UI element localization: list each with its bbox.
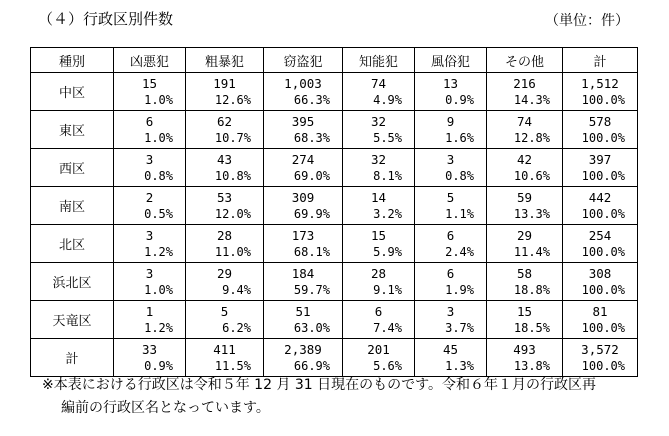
percent-value: 9.4%	[222, 282, 251, 297]
count-value: 43	[216, 151, 233, 167]
unit-label: （単位：件）	[545, 13, 629, 29]
count-value: 254	[588, 227, 612, 243]
percent-value: 2.4%	[445, 244, 474, 259]
table-row	[31, 187, 638, 225]
percent-value: 5.5%	[373, 130, 402, 145]
count-value: 216	[513, 75, 536, 91]
percent-value: 1.2%	[144, 244, 173, 259]
data-cell	[264, 263, 343, 301]
data-cell	[264, 339, 343, 377]
count-value: 395	[291, 113, 315, 129]
percent-value: 12.8%	[513, 130, 550, 145]
count-value: 5	[446, 189, 455, 205]
percent-value: 1.0%	[144, 282, 173, 297]
percent-value: 10.6%	[513, 168, 550, 183]
count-value: 28	[370, 265, 387, 281]
count-value: 58	[516, 265, 533, 281]
column-header: 凶悪犯	[114, 48, 186, 73]
data-cell	[186, 73, 264, 111]
data-cell	[563, 263, 638, 301]
percent-value: 100.0%	[581, 244, 625, 259]
column-header: 粗暴犯	[186, 48, 264, 73]
data-cell	[186, 301, 264, 339]
count-value: 274	[291, 151, 315, 167]
count-value: 6	[374, 303, 383, 319]
row-label: 中区	[31, 73, 114, 111]
count-value: 411	[213, 341, 236, 357]
percent-value: 1.2%	[144, 320, 173, 335]
data-cell	[343, 339, 415, 377]
percent-value: 12.6%	[214, 92, 251, 107]
data-cell	[343, 263, 415, 301]
row-label: 西区	[31, 149, 114, 187]
data-cell	[563, 73, 638, 111]
percent-value: 69.0%	[293, 168, 330, 183]
count-value: 309	[291, 189, 315, 205]
row-label: 天竜区	[31, 301, 114, 339]
count-value: 3	[145, 227, 154, 243]
count-value: 493	[513, 341, 536, 357]
data-cell	[343, 149, 415, 187]
percent-value: 7.4%	[373, 320, 402, 335]
data-cell	[487, 263, 563, 301]
data-cell	[343, 187, 415, 225]
data-cell	[264, 149, 343, 187]
percent-value: 100.0%	[581, 130, 625, 145]
percent-value: 1.6%	[445, 130, 474, 145]
percent-value: 3.7%	[445, 320, 474, 335]
percent-value: 100.0%	[581, 168, 625, 183]
count-value: 1,512	[581, 75, 619, 91]
data-cell	[114, 263, 186, 301]
percent-value: 100.0%	[581, 206, 625, 221]
percent-value: 1.3%	[445, 358, 474, 373]
data-cell	[563, 187, 638, 225]
count-value: 62	[216, 113, 233, 129]
data-cell	[186, 339, 264, 377]
footnote	[42, 374, 652, 420]
count-value: 6	[446, 265, 455, 281]
percent-value: 3.2%	[373, 206, 402, 221]
percent-value: 1.9%	[445, 282, 474, 297]
percent-value: 68.3%	[293, 130, 330, 145]
data-cell	[114, 111, 186, 149]
percent-value: 1.1%	[445, 206, 474, 221]
count-value: 3,572	[581, 341, 619, 357]
percent-value: 0.5%	[144, 206, 173, 221]
count-value: 59	[516, 189, 533, 205]
percent-value: 66.9%	[293, 358, 330, 373]
table-row	[31, 111, 638, 149]
percent-value: 100.0%	[581, 92, 625, 107]
data-cell	[415, 263, 487, 301]
percent-value: 5.9%	[373, 244, 402, 259]
count-value: 15	[516, 303, 533, 319]
count-value: 51	[295, 303, 311, 319]
count-value: 33	[141, 341, 158, 357]
count-value: 397	[588, 151, 612, 167]
data-cell	[264, 301, 343, 339]
table-row	[31, 301, 638, 339]
data-cell	[343, 225, 415, 263]
data-cell	[343, 301, 415, 339]
count-value: 42	[516, 151, 533, 167]
data-cell	[415, 301, 487, 339]
data-cell	[186, 187, 264, 225]
data-cell	[114, 149, 186, 187]
count-value: 29	[516, 227, 533, 243]
count-value: 6	[446, 227, 455, 243]
percent-value: 9.1%	[373, 282, 402, 297]
row-label: 東区	[31, 111, 114, 149]
percent-value: 18.5%	[513, 320, 550, 335]
data-cell	[563, 339, 638, 377]
data-cell	[487, 111, 563, 149]
column-header: 種別	[31, 48, 114, 73]
table-body	[31, 73, 638, 377]
data-cell	[487, 73, 563, 111]
percent-value: 0.8%	[144, 168, 173, 183]
percent-value: 100.0%	[581, 282, 625, 297]
row-label: 計	[31, 339, 114, 377]
percent-value: 0.9%	[144, 358, 173, 373]
data-cell	[563, 301, 638, 339]
data-cell	[264, 111, 343, 149]
count-value: 45	[442, 341, 459, 357]
percent-value: 4.9%	[373, 92, 402, 107]
count-value: 9	[446, 113, 455, 129]
data-cell	[415, 339, 487, 377]
data-cell	[487, 149, 563, 187]
count-value: 2	[145, 189, 154, 205]
count-value: 1,003	[284, 75, 322, 91]
table-row	[31, 149, 638, 187]
count-value: 578	[588, 113, 612, 129]
count-value: 53	[216, 189, 233, 205]
data-cell	[415, 149, 487, 187]
count-value: 3	[446, 303, 455, 319]
data-cell	[487, 187, 563, 225]
count-value: 201	[367, 341, 390, 357]
percent-value: 6.2%	[222, 320, 251, 335]
percent-value: 13.8%	[513, 358, 550, 373]
data-cell	[343, 111, 415, 149]
row-label: 北区	[31, 225, 114, 263]
count-value: 74	[516, 113, 533, 129]
count-value: 5	[220, 303, 229, 319]
count-value: 81	[592, 303, 608, 319]
percent-value: 10.7%	[214, 130, 251, 145]
data-cell	[264, 187, 343, 225]
table-row	[31, 263, 638, 301]
count-value: 32	[370, 113, 387, 129]
percent-value: 0.9%	[445, 92, 474, 107]
column-header: 風俗犯	[415, 48, 487, 73]
count-value: 14	[370, 189, 387, 205]
percent-value: 10.8%	[214, 168, 251, 183]
count-value: 6	[145, 113, 154, 129]
ward-crime-table	[30, 47, 638, 377]
column-header: 窃盗犯	[264, 48, 343, 73]
data-cell	[264, 73, 343, 111]
data-cell	[343, 73, 415, 111]
data-cell	[563, 149, 638, 187]
count-value: 3	[145, 265, 154, 281]
data-cell	[415, 111, 487, 149]
percent-value: 100.0%	[581, 320, 625, 335]
percent-value: 11.4%	[513, 244, 550, 259]
percent-value: 100.0%	[581, 358, 625, 373]
percent-value: 11.0%	[214, 244, 251, 259]
count-value: 28	[216, 227, 233, 243]
data-cell	[114, 301, 186, 339]
data-cell	[114, 187, 186, 225]
percent-value: 63.0%	[293, 320, 330, 335]
count-value: 74	[370, 75, 387, 91]
footnote-line-2: 編前の行政区名となっています。	[61, 400, 270, 416]
table-header-row	[31, 48, 638, 73]
count-value: 184	[291, 265, 315, 281]
percent-value: 11.5%	[214, 358, 251, 373]
count-value: 15	[141, 75, 158, 91]
data-cell	[186, 111, 264, 149]
column-header: 知能犯	[343, 48, 415, 73]
count-value: 173	[291, 227, 315, 243]
column-header: その他	[487, 48, 563, 73]
row-label: 南区	[31, 187, 114, 225]
percent-value: 68.1%	[293, 244, 330, 259]
data-cell	[415, 225, 487, 263]
percent-value: 0.8%	[445, 168, 474, 183]
count-value: 13	[442, 75, 459, 91]
data-cell	[114, 339, 186, 377]
data-cell	[114, 225, 186, 263]
percent-value: 12.0%	[214, 206, 251, 221]
data-cell	[186, 263, 264, 301]
count-value: 3	[145, 151, 154, 167]
percent-value: 69.9%	[293, 206, 330, 221]
percent-value: 13.3%	[513, 206, 550, 221]
count-value: 15	[370, 227, 387, 243]
count-value: 191	[213, 75, 236, 91]
data-cell	[186, 225, 264, 263]
count-value: 29	[216, 265, 233, 281]
count-value: 442	[588, 189, 612, 205]
data-cell	[487, 301, 563, 339]
percent-value: 18.8%	[513, 282, 550, 297]
data-cell	[186, 149, 264, 187]
data-cell	[114, 73, 186, 111]
data-cell	[415, 73, 487, 111]
table-row	[31, 339, 638, 377]
table-row	[31, 73, 638, 111]
row-label: 浜北区	[31, 263, 114, 301]
table-row	[31, 225, 638, 263]
percent-value: 59.7%	[293, 282, 330, 297]
footnote-line-1: ※本表における行政区は令和５年 12 月 31 日現在のものです。令和６年１月の行政区再	[42, 377, 597, 393]
percent-value: 1.0%	[144, 130, 173, 145]
data-cell	[563, 225, 638, 263]
percent-value: 5.6%	[373, 358, 402, 373]
data-cell	[487, 225, 563, 263]
data-cell	[563, 111, 638, 149]
count-value: 1	[145, 303, 154, 319]
count-value: 308	[588, 265, 612, 281]
percent-value: 66.3%	[293, 92, 330, 107]
percent-value: 14.3%	[513, 92, 550, 107]
data-cell	[415, 187, 487, 225]
percent-value: 8.1%	[373, 168, 402, 183]
count-value: 3	[446, 151, 455, 167]
count-value: 2,389	[284, 341, 322, 357]
section-title: （４）行政区別件数	[38, 10, 174, 28]
data-cell	[264, 225, 343, 263]
percent-value: 1.0%	[144, 92, 173, 107]
column-header: 計	[563, 48, 638, 73]
count-value: 32	[370, 151, 387, 167]
data-cell	[487, 339, 563, 377]
